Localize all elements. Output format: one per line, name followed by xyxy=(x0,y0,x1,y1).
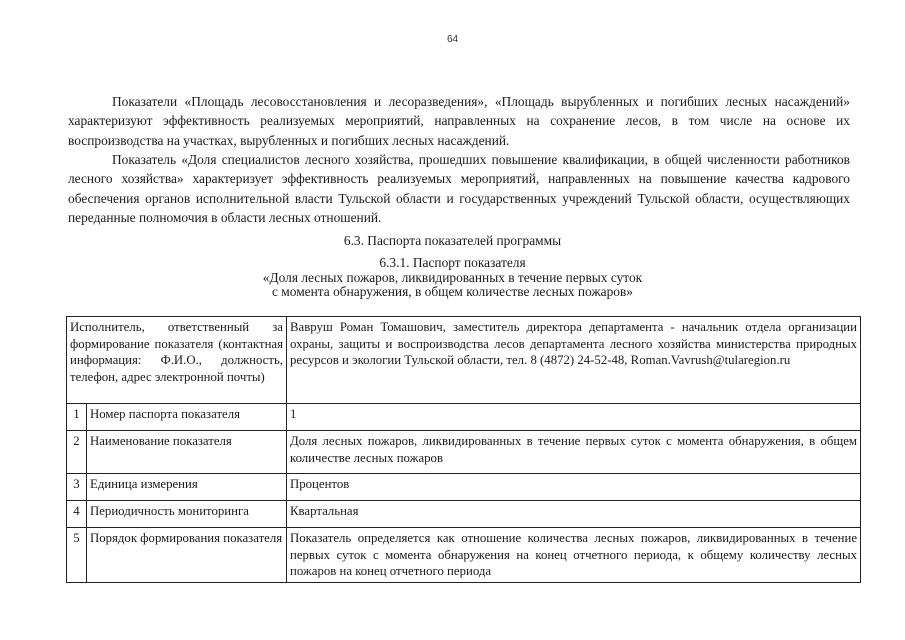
table-row-executor xyxy=(67,317,861,404)
row-value: Процентов xyxy=(287,474,861,501)
table-row xyxy=(67,501,861,528)
row-number: 2 xyxy=(67,431,87,474)
row-number: 5 xyxy=(67,528,87,583)
row-label: Единица измерения xyxy=(87,474,287,501)
table-row xyxy=(67,528,861,583)
table-row xyxy=(67,474,861,501)
row-label: Наименование показателя xyxy=(87,431,287,474)
passport-table xyxy=(66,316,861,583)
row-number: 3 xyxy=(67,474,87,501)
row-label: Порядок формирования показателя xyxy=(87,528,287,583)
row-label: Номер паспорта показателя xyxy=(87,404,287,431)
table-row xyxy=(67,431,861,474)
row-label: Периодичность мониторинга xyxy=(87,501,287,528)
row-value: Показатель определяется как отношение количества лесных пожаров, ликвидированных в течение первых суток с момента обнаружения на конец отчетного периода, к общему количеству лесных пожаров на конец отчетного периода xyxy=(287,528,861,583)
table-row xyxy=(67,404,861,431)
paragraph-area-indicators: Показатели «Площадь лесовосстановления и лесоразведения», «Площадь вырубленных и погибших лесных насаждений» характеризуют эффективность реализуемых мероприятий, направленных на сохранение лесов, в том числе на основе их воспроизводства на участках, вырубленных и погибших лесных насаждений. xyxy=(68,94,850,148)
passport-heading-title-line-2: с момента обнаружения, в общем количестве лесных пожаров» xyxy=(272,284,633,299)
row-value: Квартальная xyxy=(287,501,861,528)
passport-heading-number: 6.3.1. Паспорт показателя xyxy=(379,255,526,270)
page-number: 64 xyxy=(446,34,459,45)
passport-heading xyxy=(0,256,905,300)
section-title: 6.3. Паспорта показателей программы xyxy=(343,233,562,248)
paragraph-specialists-indicator: Показатель «Доля специалистов лесного хозяйства, прошедших повышение квалификации, в общей численности работников лесного хозяйства» характеризует эффективность реализуемых мероприятий, направленных на повышение качества кадрового обеспечения органов исполнительной власти Тульской области и государственных учреждений Тульской области, осуществляющих переданные полномочия в области лесных отношений. xyxy=(68,152,850,225)
row-value: 1 xyxy=(287,404,861,431)
row-number: 4 xyxy=(67,501,87,528)
executor-value-cell: Вавруш Роман Томашович, заместитель директора департамента - начальник отдела организации охраны, защиты и воспроизводства лесов департамента лесного хозяйства министерства природных ресурсов и экологии Тульской области, тел. 8 (4872) 24-52-48, Roman.Vavrush@tularegion.ru xyxy=(287,317,861,404)
row-number: 1 xyxy=(67,404,87,431)
executor-label-cell: Исполнитель, ответственный за формирование показателя (контактная информация: Ф.И.О., должность, телефон, адрес электронной почты) xyxy=(67,317,287,404)
passport-heading-title-line-1: «Доля лесных пожаров, ликвидированных в течение первых суток xyxy=(262,269,643,285)
row-value: Доля лесных пожаров, ликвидированных в течение первых суток с момента обнаружения, в общем количестве лесных пожаров xyxy=(287,431,861,474)
